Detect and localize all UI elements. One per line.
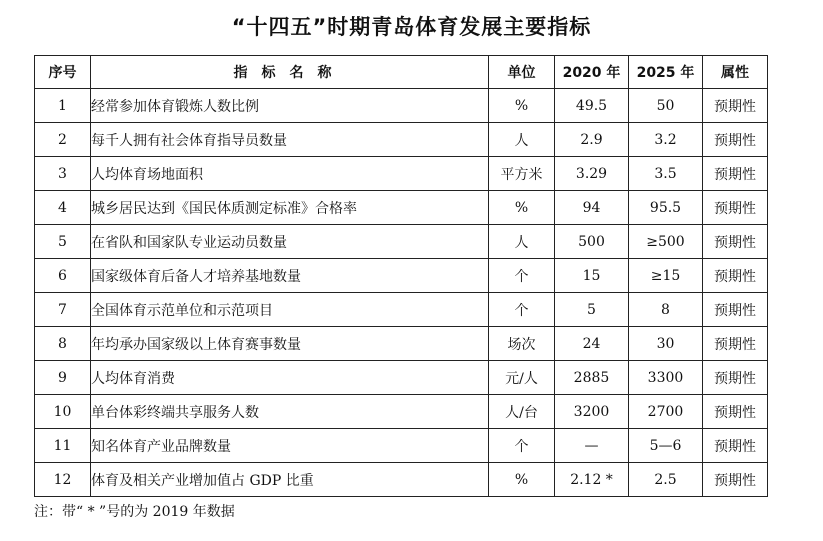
cell-value-2020: 24 [555,327,629,361]
header-attribute: 属性 [703,56,768,89]
table-row [35,463,768,497]
header-name: 指标名称 [91,56,489,89]
cell-index: 7 [35,293,91,327]
cell-index: 6 [35,259,91,293]
cell-attribute: 预期性 [703,327,768,361]
cell-value-2025: 50 [629,89,703,123]
cell-index: 10 [35,395,91,429]
cell-unit: 个 [489,259,555,293]
cell-index: 1 [35,89,91,123]
table-header [35,56,768,89]
table-row [35,123,768,157]
indicators-table [34,55,768,497]
cell-unit: % [489,191,555,225]
cell-indicator-name: 知名体育产业品牌数量 [91,429,489,463]
table-row [35,225,768,259]
cell-value-2020: 15 [555,259,629,293]
cell-value-2020: 49.5 [555,89,629,123]
cell-indicator-name: 全国体育示范单位和示范项目 [91,293,489,327]
cell-value-2025: 30 [629,327,703,361]
cell-indicator-name: 城乡居民达到《国民体质测定标准》合格率 [91,191,489,225]
cell-indicator-name: 经常参加体育锻炼人数比例 [91,89,489,123]
cell-value-2025: ≥15 [629,259,703,293]
cell-value-2020: 3200 [555,395,629,429]
cell-value-2025: 3.2 [629,123,703,157]
cell-index: 3 [35,157,91,191]
table-row [35,361,768,395]
cell-indicator-name: 单台体彩终端共享服务人数 [91,395,489,429]
cell-value-2020: 500 [555,225,629,259]
cell-attribute: 预期性 [703,259,768,293]
header-index: 序号 [35,56,91,89]
table-row [35,191,768,225]
cell-value-2025: 5—6 [629,429,703,463]
cell-indicator-name: 国家级体育后备人才培养基地数量 [91,259,489,293]
cell-unit: 人 [489,123,555,157]
cell-value-2020: 2.9 [555,123,629,157]
cell-value-2025: 3300 [629,361,703,395]
cell-unit: 平方米 [489,157,555,191]
cell-unit: 个 [489,429,555,463]
cell-attribute: 预期性 [703,123,768,157]
cell-value-2020: — [555,429,629,463]
cell-value-2020: 94 [555,191,629,225]
cell-value-2025: ≥500 [629,225,703,259]
table-row [35,259,768,293]
cell-value-2020: 3.29 [555,157,629,191]
cell-unit: % [489,89,555,123]
cell-attribute: 预期性 [703,361,768,395]
page-title: “十四五”时期青岛体育发展主要指标 [231,15,592,39]
cell-attribute: 预期性 [703,395,768,429]
cell-indicator-name: 每千人拥有社会体育指导员数量 [91,123,489,157]
cell-unit: % [489,463,555,497]
cell-indicator-name: 体育及相关产业增加值占 GDP 比重 [91,463,489,497]
cell-attribute: 预期性 [703,89,768,123]
cell-index: 9 [35,361,91,395]
cell-attribute: 预期性 [703,225,768,259]
cell-index: 2 [35,123,91,157]
cell-value-2025: 95.5 [629,191,703,225]
cell-index: 5 [35,225,91,259]
cell-index: 8 [35,327,91,361]
cell-unit: 元/人 [489,361,555,395]
table-footnote: 注：带“ * ”号的为 2019 年数据 [34,504,235,520]
table-row [35,293,768,327]
cell-indicator-name: 人均体育消费 [91,361,489,395]
cell-attribute: 预期性 [703,463,768,497]
cell-value-2020: 2.12 * [555,463,629,497]
cell-value-2020: 5 [555,293,629,327]
cell-value-2025: 2.5 [629,463,703,497]
header-2020: 2020 年 [555,56,629,89]
cell-attribute: 预期性 [703,157,768,191]
cell-attribute: 预期性 [703,429,768,463]
header-unit: 单位 [489,56,555,89]
cell-value-2025: 3.5 [629,157,703,191]
cell-value-2025: 2700 [629,395,703,429]
cell-unit: 场次 [489,327,555,361]
cell-index: 12 [35,463,91,497]
cell-attribute: 预期性 [703,293,768,327]
table-row [35,89,768,123]
cell-value-2020: 2885 [555,361,629,395]
cell-indicator-name: 在省队和国家队专业运动员数量 [91,225,489,259]
cell-unit: 人/台 [489,395,555,429]
table-row [35,157,768,191]
cell-value-2025: 8 [629,293,703,327]
cell-index: 11 [35,429,91,463]
cell-unit: 个 [489,293,555,327]
cell-indicator-name: 年均承办国家级以上体育赛事数量 [91,327,489,361]
cell-unit: 人 [489,225,555,259]
cell-indicator-name: 人均体育场地面积 [91,157,489,191]
header-2025: 2025 年 [629,56,703,89]
table-body [35,89,768,497]
cell-index: 4 [35,191,91,225]
table-row [35,429,768,463]
cell-attribute: 预期性 [703,191,768,225]
header-row [35,56,768,89]
table-row [35,327,768,361]
table-row [35,395,768,429]
